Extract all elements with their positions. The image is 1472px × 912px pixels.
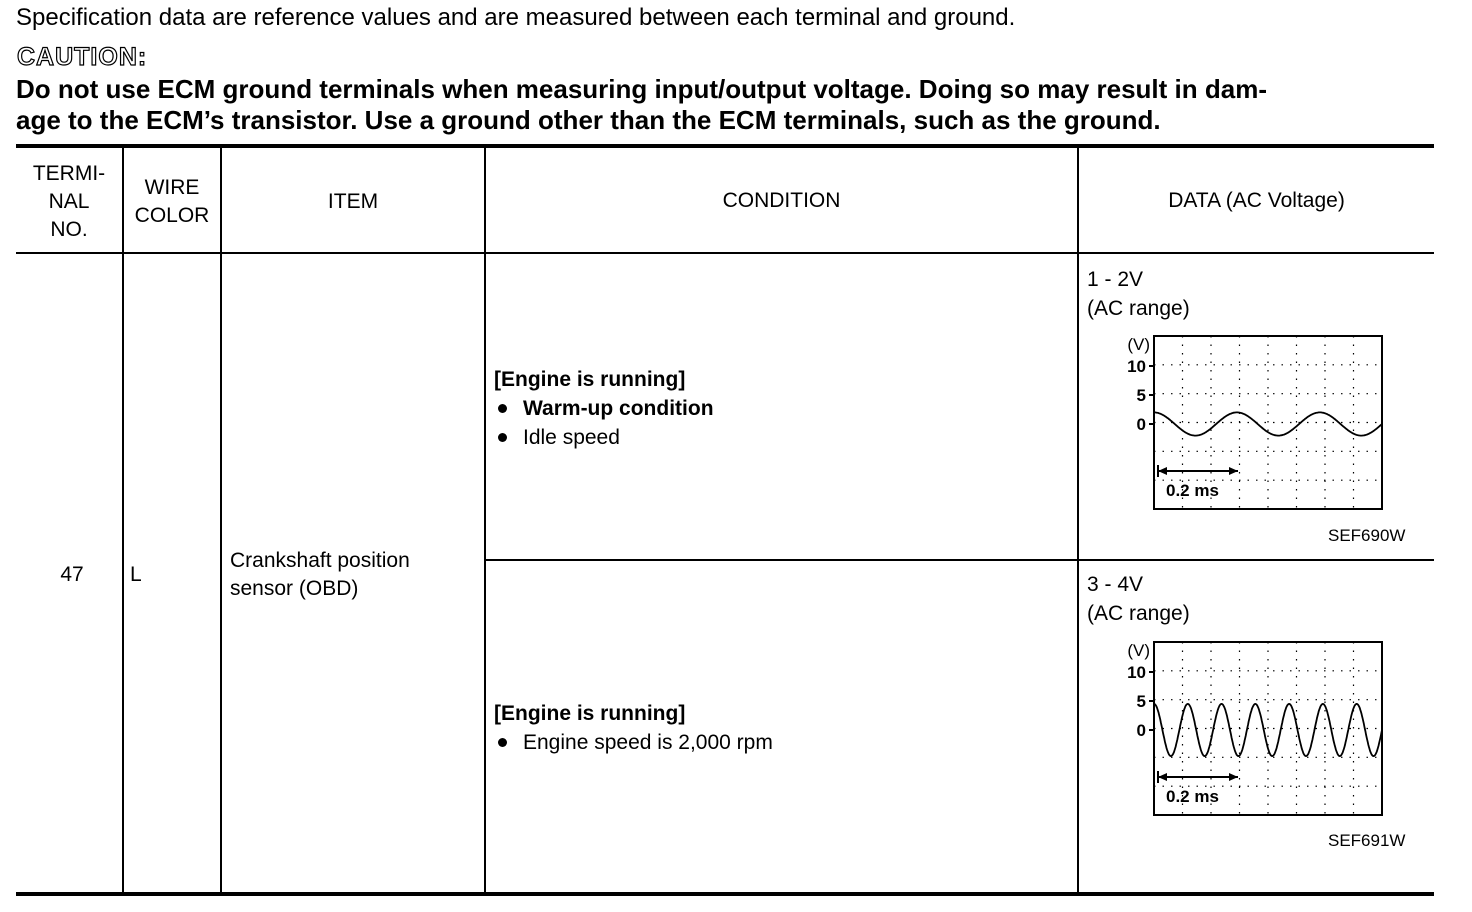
condition-bullet: [494, 394, 714, 423]
oscilloscope-waveform-2: [1110, 636, 1400, 826]
header-wire-line: COLOR: [134, 204, 210, 227]
condition-heading: [Engine is running]: [494, 702, 686, 725]
col-divider: [484, 148, 486, 893]
col-divider: [220, 148, 222, 893]
voltage-range: (AC range): [1087, 297, 1190, 320]
intro-text: Specification data are reference values and are measured between each terminal and ground.: [16, 4, 1016, 31]
condition-idle: [494, 365, 714, 452]
voltage-range: (AC range): [1087, 602, 1190, 625]
y-tick-label: 0: [1136, 415, 1146, 434]
y-tick-label: 10: [1127, 357, 1146, 376]
bullet-text: Warm-up condition: [523, 397, 714, 420]
voltage-value: 3 - 4V: [1087, 573, 1144, 596]
table-top-rule: [16, 144, 1434, 148]
condition-heading: [Engine is running]: [494, 368, 686, 391]
condition-2000rpm: [494, 699, 773, 757]
terminal-number: 47: [60, 563, 84, 586]
condition-bullet: [494, 423, 714, 452]
voltage-spec-2: [1087, 570, 1190, 628]
oscilloscope-waveform-1: [1110, 330, 1400, 520]
y-unit-label: (V): [1127, 641, 1150, 660]
figure-id: SEF691W: [1328, 831, 1406, 850]
y-tick-label: 10: [1127, 663, 1146, 682]
arrow-head: [1158, 467, 1167, 475]
item-name-line: Crankshaft position: [230, 549, 410, 572]
time-scale-label: 0.2 ms: [1166, 787, 1219, 806]
caution-text: [16, 74, 1267, 136]
header-wire-color: [124, 174, 220, 230]
table-bottom-rule: [16, 892, 1434, 896]
waveform-trace: [1154, 412, 1382, 435]
y-tick-label: 5: [1136, 386, 1146, 405]
voltage-value: 1 - 2V: [1087, 268, 1144, 291]
figure-id: SEF690W: [1328, 526, 1406, 545]
col-divider: [122, 148, 124, 893]
y-tick-label: 0: [1136, 721, 1146, 740]
header-terminal-no: [16, 160, 122, 244]
caution-label: CAUTION:: [17, 43, 148, 71]
condition-bullet: [494, 728, 773, 757]
arrow-head: [1229, 773, 1238, 781]
item-name-line: sensor (OBD): [230, 577, 359, 600]
caution-line-2: age to the ECM’s transistor. Use a ground other than the ECM terminals, such as the ground.: [16, 105, 1161, 135]
col-divider: [1077, 148, 1079, 893]
header-item: ITEM: [327, 190, 379, 213]
header-terminal-line: TERMI-: [32, 162, 106, 185]
arrow-head: [1229, 467, 1238, 475]
voltage-spec-1: [1087, 265, 1190, 323]
header-rule: [16, 252, 1434, 254]
bullet-dot: [498, 404, 507, 413]
bullet-text: Idle speed: [523, 426, 620, 449]
y-tick-label: 5: [1136, 692, 1146, 711]
condition-divider: [485, 559, 1434, 561]
arrow-head: [1158, 773, 1167, 781]
waveform-trace: [1154, 704, 1382, 756]
header-condition: CONDITION: [722, 189, 841, 212]
header-terminal-line: NAL: [48, 190, 90, 213]
y-unit-label: (V): [1127, 335, 1150, 354]
item-name: [230, 547, 410, 603]
header-wire-line: WIRE: [144, 176, 200, 199]
wire-color: L: [130, 563, 142, 586]
header-data: DATA (AC Voltage): [1168, 189, 1345, 212]
bullet-dot: [498, 738, 507, 747]
time-scale-label: 0.2 ms: [1166, 481, 1219, 500]
header-terminal-line: NO.: [50, 218, 88, 241]
caution-line-1: Do not use ECM ground terminals when measuring input/output voltage. Doing so may result in dam-: [16, 74, 1267, 104]
bullet-text: Engine speed is 2,000 rpm: [523, 731, 773, 754]
bullet-dot: [498, 433, 507, 442]
